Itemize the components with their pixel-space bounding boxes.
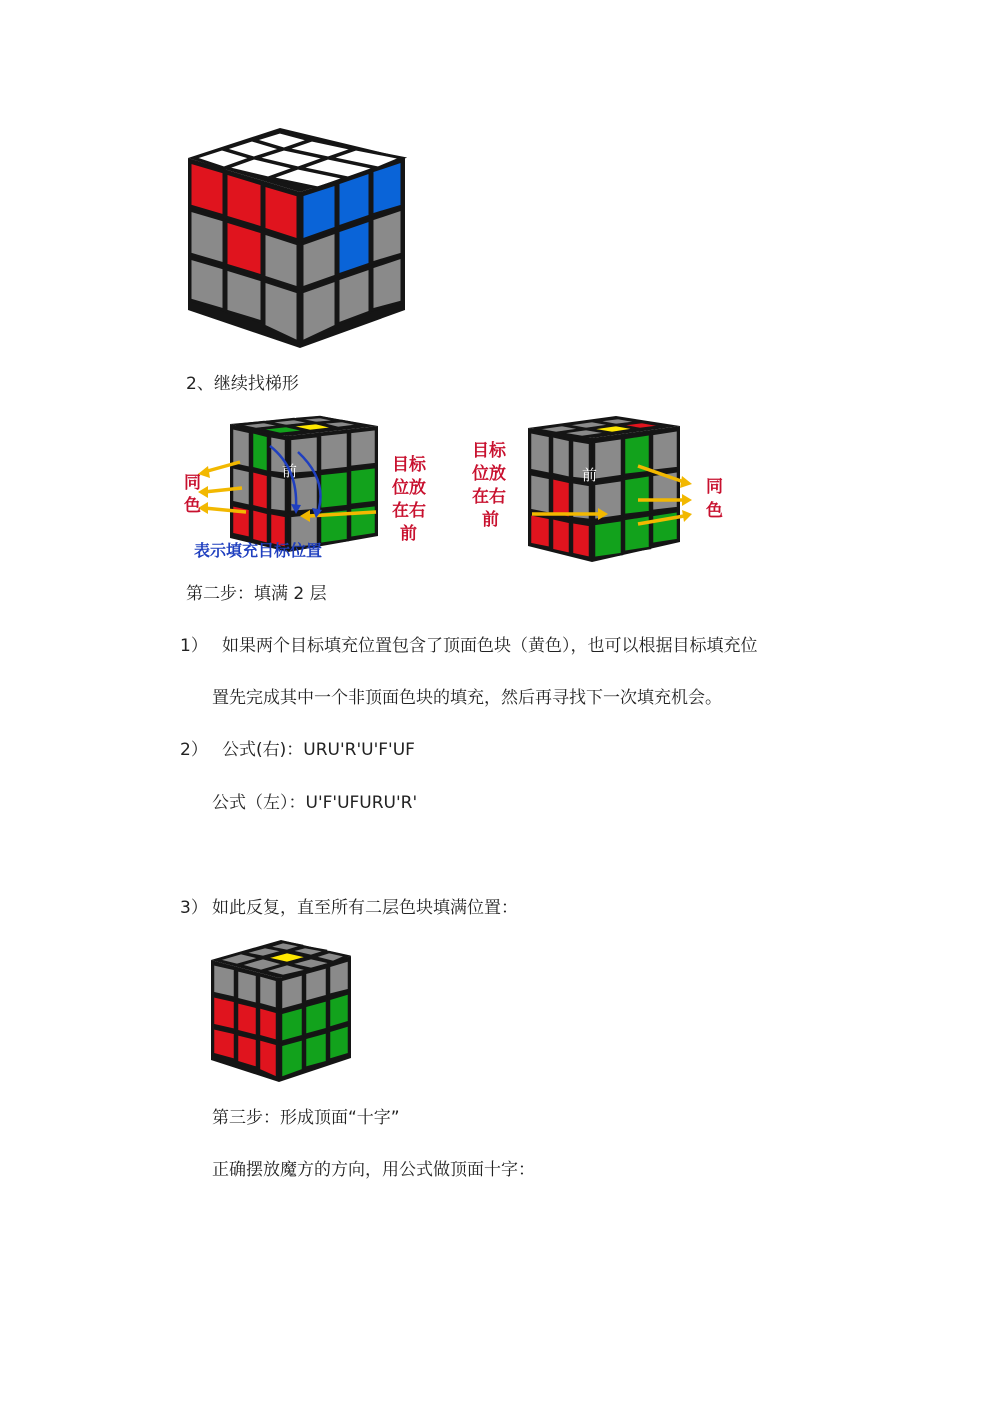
fill-target-caption: 表示填充目标位置 [194,541,323,560]
item-2-number: 2） [180,740,208,760]
cube-figure-left-case [180,412,430,572]
cube-figure-second-layer-done [205,938,357,1086]
target-label-left-1: 目标 [392,455,426,475]
target-label-right-1: 目标 [472,441,506,461]
item-1-number: 1） [180,636,208,656]
item-1-line-2: 置先完成其中一个非顶面色块的填充，然后再寻找下一次填充机会。 [212,688,722,708]
cube-figure-first-layer [180,120,420,360]
same-color-label-right-2: 色 [706,501,723,521]
target-label-left-2: 位放 [392,478,426,498]
target-label-left-4: 前 [400,524,417,544]
target-label-right-3: 在右 [472,487,506,507]
target-label-right-2: 位放 [472,464,506,484]
front-label-right: 前 [582,466,598,484]
cube-figure-right-case [470,412,730,572]
step-title-2: 2、继续找梯形 [186,374,299,394]
item-1-line-1: 如果两个目标填充位置包含了顶面色块（黄色），也可以根据目标填充位 [222,636,758,656]
step3-text: 正确摆放魔方的方向，用公式做顶面十字： [212,1160,535,1180]
target-label-left-3: 在右 [392,501,426,521]
formula-left: 公式（左）：U'F'UFURU'R' [212,793,418,813]
step3-heading: 第三步：形成顶面“十字” [212,1108,400,1128]
front-label-left: 前 [282,462,298,480]
item-3-number: 3） [180,898,208,918]
same-color-label-right-1: 同 [706,477,723,497]
step2-heading: 第二步：填满 2 层 [186,584,327,604]
same-color-label-left-1: 同 [184,473,201,493]
same-color-label-left-2: 色 [184,496,201,516]
formula-right: 公式(右)：URU'R'U'F'UF [222,740,415,760]
target-label-right-4: 前 [482,510,499,530]
item-3-line-1: 如此反复，直至所有二层色块填满位置： [212,898,518,918]
